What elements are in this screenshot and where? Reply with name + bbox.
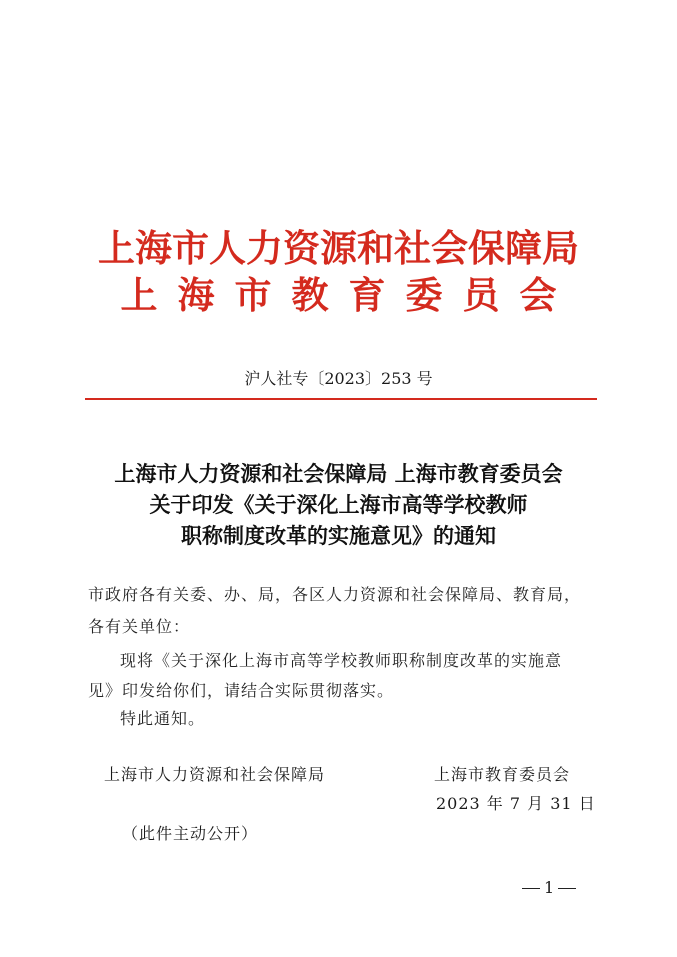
issuer-title-edu: 上海市教育委员会 <box>120 273 577 317</box>
red-divider-line <box>85 398 597 400</box>
closing-phrase: 特此通知。 <box>120 709 206 728</box>
notice-heading-line3: 职称制度改革的实施意见》的通知 <box>181 523 496 548</box>
signature-hr-bureau: 上海市人力资源和社会保障局 <box>104 765 326 784</box>
body-paragraph-line1: 现将《关于深化上海市高等学校教师职称制度改革的实施意 <box>120 651 563 670</box>
notice-heading-line2: 关于印发《关于深化上海市高等学校教师 <box>149 492 528 517</box>
document-number: 沪人社专〔2023〕253 号 <box>244 369 433 388</box>
signature-edu-commission: 上海市教育委员会 <box>434 765 571 784</box>
public-disclosure-note: （此件主动公开） <box>122 824 259 843</box>
page-number-value: 1 <box>544 878 555 897</box>
issuer-title-hr: 上海市人力资源和社会保障局 <box>98 226 579 270</box>
addressee-line1: 市政府各有关委、办、局，各区人力资源和社会保障局、教育局， <box>88 585 582 604</box>
body-paragraph-line2: 见》印发给你们，请结合实际贯彻落实。 <box>88 681 395 700</box>
dash-right <box>558 888 576 889</box>
notice-heading-line1: 上海市人力资源和社会保障局 上海市教育委员会 <box>114 461 563 486</box>
page-number <box>518 878 580 897</box>
dash-left <box>522 888 540 889</box>
signature-date: 2023 年 7 月 31 日 <box>436 794 596 813</box>
addressee-line2: 各有关单位： <box>88 617 191 636</box>
